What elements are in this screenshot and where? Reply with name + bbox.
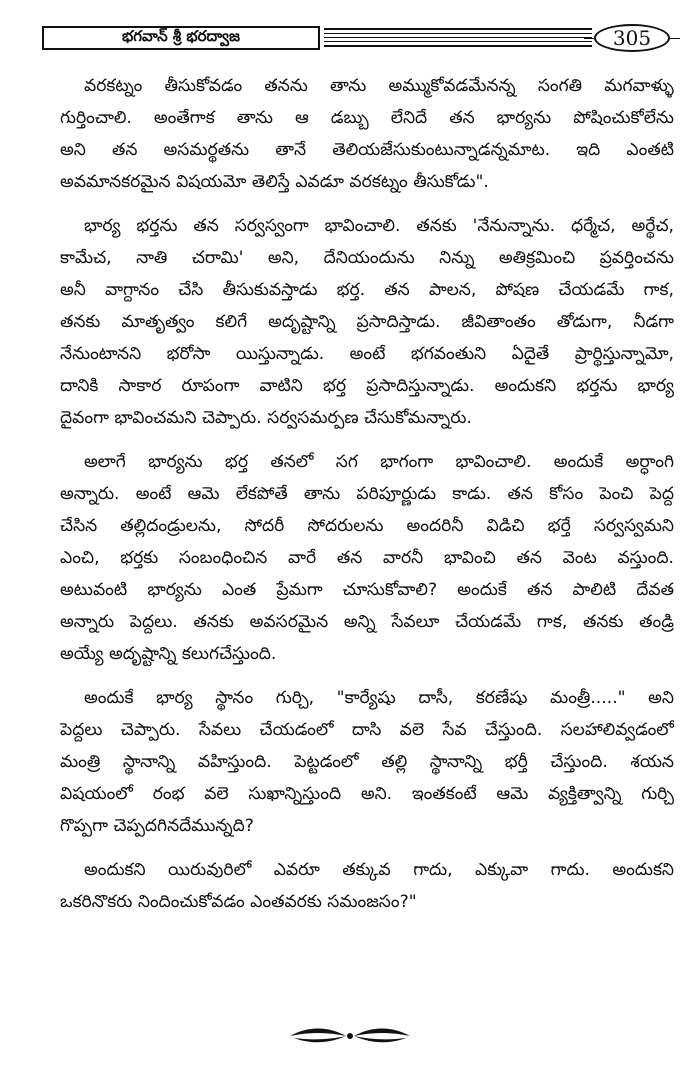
text-line: చేసిన తల్లిదండ్రులను, సోదరీ సోదరులను అందరినీ విడిచి భర్తే సర్వస్వమని [60, 516, 674, 536]
text-line: ఎంచి, భర్తకు సంబంధించిన వారే తన వారనీ భావించి తన వెంట వస్తుంది. [60, 548, 674, 568]
text-line: కామేచ, నాతి చరామి' అని, దేనియందును నిన్ను అతిక్రమించి ప్రవర్తించను [60, 248, 674, 268]
text-line: విషయంలో రంభ వలె సుఖాన్నిస్తుంది అని. ఇంతకంటే ఆమె వ్యక్తిత్వాన్ని గుర్చి [60, 784, 674, 804]
running-title: భగవాన్ శ్రీ భరద్వాజ [42, 26, 320, 50]
text-line: భార్య భర్తను తన సర్వస్వంగా భావించాలి. తనకు 'నేనున్నాను. ధర్మేచ, అర్థేచ, [84, 216, 674, 236]
body-text [60, 70, 674, 930]
text-line: అనీ వాగ్దానం చేసి తీసుకువస్తాడు భర్త. తన పాలన, పోషణ చేయడమే గాక, [60, 280, 674, 300]
text-line: పెద్దలు చెప్పారు. సేవలు చేయడంలో దాసి వలె సేవ చేస్తుంది. సలహాలివ్వడంలో [60, 720, 674, 740]
header-rules [324, 28, 592, 50]
text-line: అన్నారు. అంటే ఆమె లేకపోతే తాను పరిపూర్ణుడు కాడు. తన కోసం పెంచి పెద్ద [60, 484, 674, 504]
text-line: దైవంగా భావించమని చెప్పారు. సర్వసమర్పణ చేసుకోమన్నారు. [60, 408, 472, 428]
text-line: వరకట్నం తీసుకోవడం తనను తాను అమ్ముకోవడమేనన్న సంగతి మగవాళ్ళు [84, 76, 674, 96]
paragraph [60, 854, 674, 918]
text-line: ఒకరినొకరు నిందించుకోవడం ఎంతవరకు సమంజసం?" [60, 892, 417, 912]
paragraph [60, 446, 674, 670]
text-line: అలాగే భార్యను భర్త తనలో సగ భాగంగా భావించాలి. అందుకే అర్ధాంగి [84, 452, 674, 472]
paragraph [60, 682, 674, 842]
ornament-divider-icon [288, 1024, 412, 1048]
paragraph [60, 70, 674, 198]
text-line: అయ్యే అదృష్టాన్ని కలుగచేస్తుంది. [60, 644, 277, 664]
text-line: అటువంటి భార్యను ఎంత ప్రేమగా చూసుకోవాలి? అందుకే తన పాలిటి దేవత [60, 580, 674, 600]
text-line: అవమానకరమైన విషయమో తెలిస్తే ఎవడూ వరకట్నం తీసుకోడు". [60, 172, 489, 192]
text-line: మంత్రి స్థానాన్ని వహిస్తుంది. పెట్టడంలో తల్లి స్థానాన్ని భర్తీ చేస్తుంది. శయన [60, 752, 674, 772]
text-line: గుర్తించాలి. అంతేగాక తాను ఆ డబ్బు లేనిదే తన భార్యను పోషించుకోలేను [60, 108, 674, 128]
text-line: దానికి సాకార రూపంగా వాటిని భర్త ప్రసాదిస్తున్నాడు. అందుకని భర్తను భార్య [60, 376, 674, 396]
text-line: అన్నారు పెద్దలు. తనకు అవసరమైన అన్ని సేవలూ చేయడమే గాక, తనకు తండ్రి [60, 612, 674, 632]
page-header [42, 22, 672, 56]
text-line: నేనుంటానని భరోసా యిస్తున్నాడు. అంటే భగవంతుని ఏదైతే ప్రార్థిస్తున్నామో, [60, 344, 674, 364]
text-line: గొప్పగా చెప్పదగినదేమున్నది? [60, 816, 254, 836]
page-number: 305 [594, 24, 670, 52]
text-line: అందుకే భార్య స్థానం గుర్చి, "కార్యేషు దాసీ, కరణేషు మంత్రీ....." అని [84, 688, 674, 708]
text-line: తనకు మాతృత్వం కలిగే అదృష్టాన్ని ప్రసాదిస్తాడు. జీవితాంతం తోడుగా, నీడగా [60, 312, 674, 332]
text-line: అందుకని యిరువురిలో ఎవరూ తక్కువ గాదు, ఎక్కువా గాదు. అందుకని [84, 860, 674, 880]
paragraph [60, 210, 674, 434]
text-line: అని తన అసమర్థతను తానే తెలియజేసుకుంటున్నాడన్నమాట. ఇది ఎంతటి [60, 140, 674, 160]
